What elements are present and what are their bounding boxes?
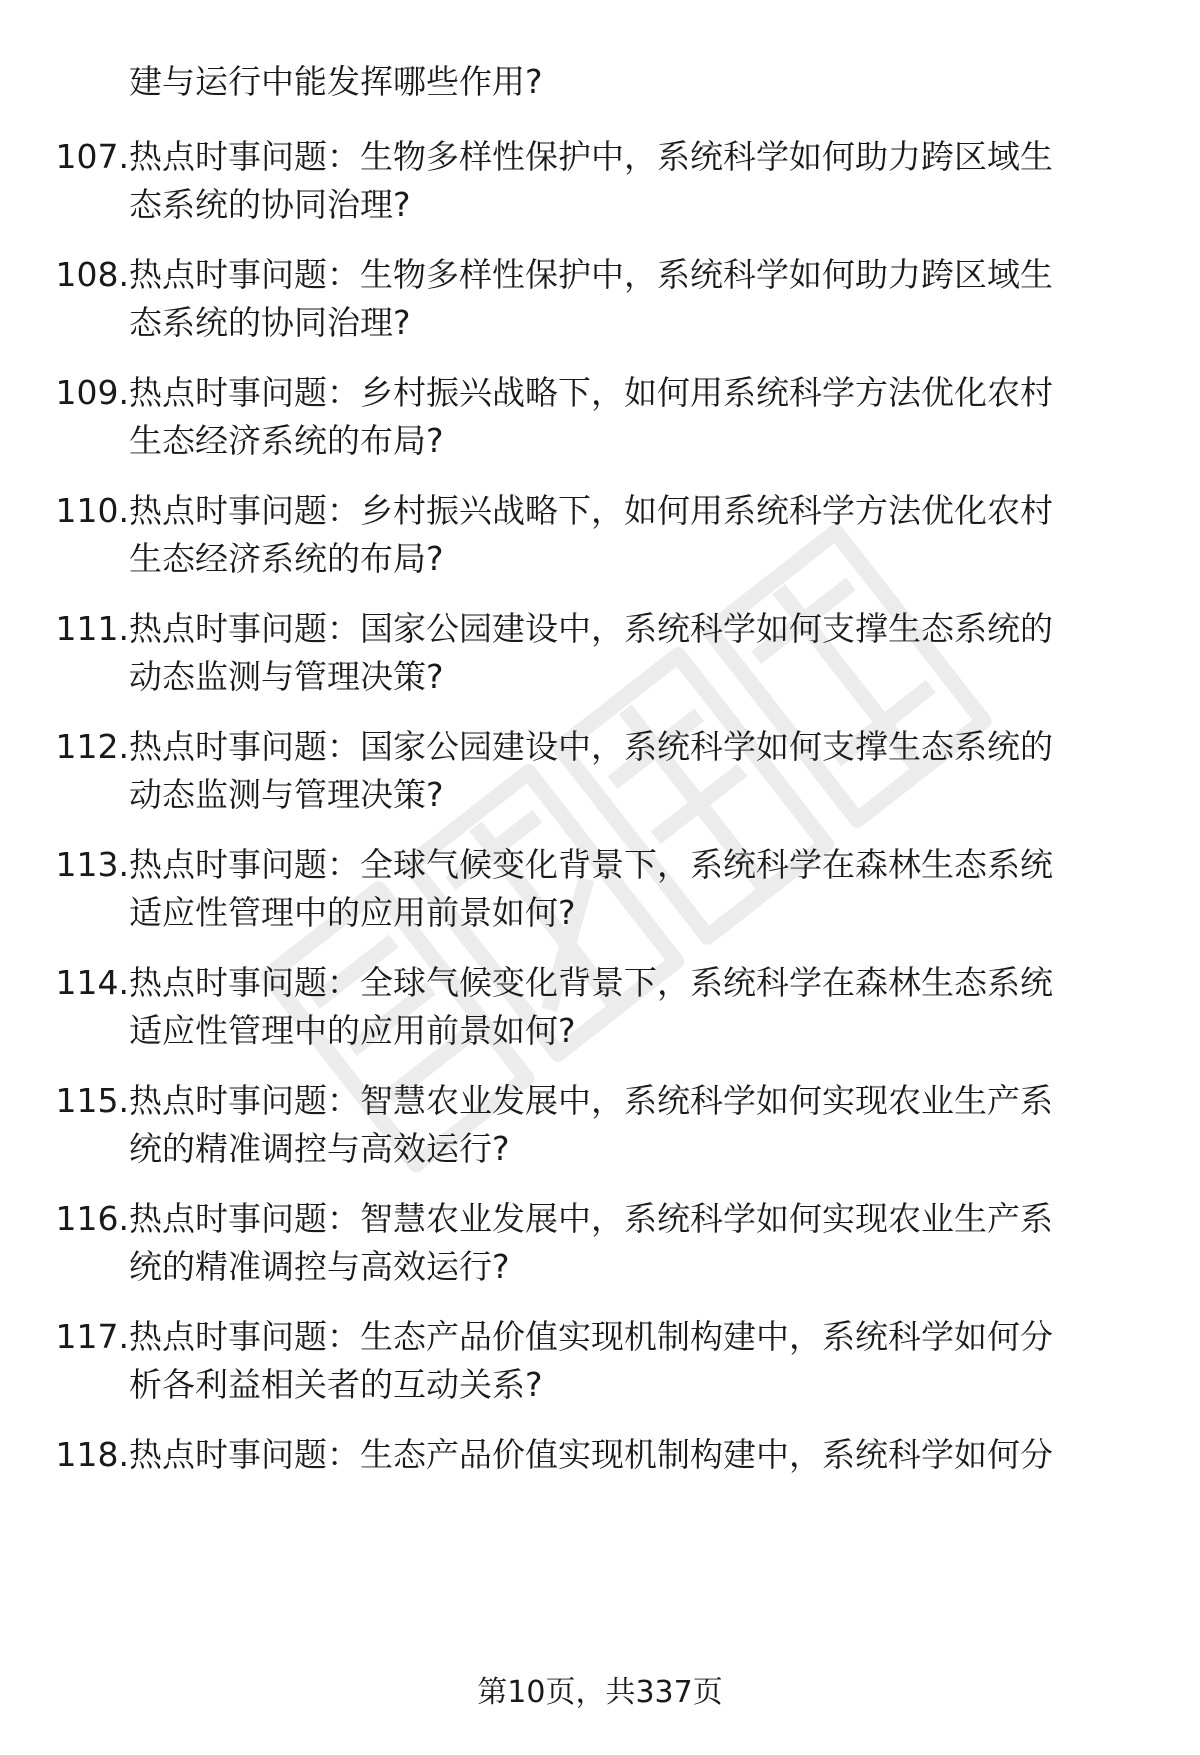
item-number: 110.	[55, 491, 129, 530]
item-text-line: 热点时事问题：国家公园建设中，系统科学如何支撑生态系统的	[129, 727, 1053, 766]
item-text	[129, 369, 1129, 465]
item-text	[129, 1195, 1129, 1291]
list-item	[28, 1077, 1158, 1187]
item-text-line: 热点时事问题：生态产品价值实现机制构建中，系统科学如何分	[129, 1317, 1053, 1356]
list-item	[28, 723, 1158, 833]
list-item	[28, 959, 1158, 1069]
list-item	[28, 133, 1158, 243]
item-number: 107.	[55, 137, 129, 176]
list-item	[28, 841, 1158, 951]
item-text	[129, 723, 1129, 819]
item-text	[129, 841, 1129, 937]
item-text-line: 适应性管理中的应用前景如何?	[129, 893, 576, 932]
item-text-line: 热点时事问题：智慧农业发展中，系统科学如何实现农业生产系	[129, 1081, 1053, 1120]
item-text-line: 热点时事问题：乡村振兴战略下，如何用系统科学方法优化农村	[129, 491, 1053, 530]
item-text-line: 适应性管理中的应用前景如何?	[129, 1011, 576, 1050]
item-number: 115.	[55, 1081, 129, 1120]
item-number: 111.	[55, 609, 129, 648]
item-text	[129, 1431, 1129, 1479]
item-text-line: 生态经济系统的布局?	[129, 539, 444, 578]
item-number: 108.	[55, 255, 129, 294]
list-item	[28, 251, 1158, 361]
item-text-line: 统的精准调控与高效运行?	[129, 1129, 510, 1168]
list-item	[28, 1431, 1158, 1487]
item-text	[129, 1313, 1129, 1409]
item-text-line: 热点时事问题：生态产品价值实现机制构建中，系统科学如何分	[129, 1435, 1053, 1474]
item-number: 117.	[55, 1317, 129, 1356]
item-text-line: 热点时事问题：生物多样性保护中，系统科学如何助力跨区域生	[129, 255, 1053, 294]
item-text-line: 热点时事问题：生物多样性保护中，系统科学如何助力跨区域生	[129, 137, 1053, 176]
item-text-line: 态系统的协同治理?	[129, 303, 411, 342]
item-text-line: 态系统的协同治理?	[129, 185, 411, 224]
list-item	[28, 1313, 1158, 1423]
item-text-line: 动态监测与管理决策?	[129, 775, 444, 814]
item-text-line: 热点时事问题：国家公园建设中，系统科学如何支撑生态系统的	[129, 609, 1053, 648]
item-number: 113.	[55, 845, 129, 884]
item-text-line: 热点时事问题：乡村振兴战略下，如何用系统科学方法优化农村	[129, 373, 1053, 412]
item-number: 116.	[55, 1199, 129, 1238]
item-text-line: 动态监测与管理决策?	[129, 657, 444, 696]
item-text-line: 统的精准调控与高效运行?	[129, 1247, 510, 1286]
item-number: 112.	[55, 727, 129, 766]
item-number: 118.	[55, 1435, 129, 1474]
page-footer: 第10页，共337页	[477, 1675, 723, 1710]
item-text-line: 热点时事问题：全球气候变化背景下，系统科学在森林生态系统	[129, 963, 1053, 1002]
continuation-line: 建与运行中能发挥哪些作用?	[129, 62, 543, 101]
item-text	[129, 1077, 1129, 1173]
item-text-line: 热点时事问题：全球气候变化背景下，系统科学在森林生态系统	[129, 845, 1053, 884]
list-item	[28, 605, 1158, 715]
item-text-line: 热点时事问题：智慧农业发展中，系统科学如何实现农业生产系	[129, 1199, 1053, 1238]
item-text	[129, 133, 1129, 229]
list-item	[28, 1195, 1158, 1305]
item-text	[129, 605, 1129, 701]
item-text	[129, 959, 1129, 1055]
list-item	[28, 369, 1158, 479]
item-text	[129, 487, 1129, 583]
list-item	[28, 487, 1158, 597]
item-text-line: 析各利益相关者的互动关系?	[129, 1365, 543, 1404]
item-number: 114.	[55, 963, 129, 1002]
item-text	[129, 251, 1129, 347]
item-number: 109.	[55, 373, 129, 412]
item-text-line: 生态经济系统的布局?	[129, 421, 444, 460]
